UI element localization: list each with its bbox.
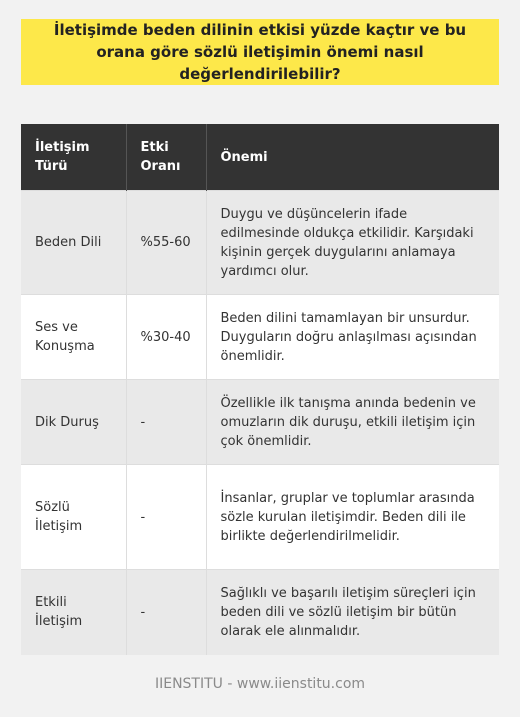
cell-type: Etkili İletişim [21,570,126,655]
question-banner [21,19,499,85]
table-row [21,295,499,380]
cell-type: Dik Duruş [21,380,126,465]
cell-type: Ses ve Konuşma [21,295,126,380]
footer-credit: IIENSTITU - www.iienstitu.com [154,676,366,692]
cell-type: Sözlü İletişim [21,465,126,570]
header-importance: Önemi [206,124,499,191]
banner-title: İletişimde beden dilinin etkisi yüzde kaçtır ve bu orana göre sözlü iletişimin önemi nasıl değerlendirilebilir? [53,21,467,83]
table-row [21,570,499,655]
cell-importance: Özellikle ilk tanışma anında bedenin ve omuzların dik duruşu, etkili iletişim için çok önemlidir. [206,380,499,465]
cell-ratio: %55-60 [126,191,206,295]
cell-ratio: - [126,570,206,655]
header-communication-type: İletişim Türü [21,124,126,191]
cell-type: Beden Dili [21,191,126,295]
table-row [21,380,499,465]
table-header-row [21,124,499,191]
cell-ratio: %30-40 [126,295,206,380]
table-row [21,465,499,570]
cell-ratio: - [126,380,206,465]
cell-importance: İnsanlar, gruplar ve toplumlar arasında sözle kurulan iletişimdir. Beden dili ile birlikte değerlendirilmelidir. [206,465,499,570]
header-effect-ratio: Etki Oranı [126,124,206,191]
cell-ratio: - [126,465,206,570]
communication-table [21,124,499,655]
table-row [21,191,499,295]
cell-importance: Sağlıklı ve başarılı iletişim süreçleri için beden dili ve sözlü iletişim bir bütün olarak ele alınmalıdır. [206,570,499,655]
cell-importance: Beden dilini tamamlayan bir unsurdur. Duyguların doğru anlaşılması açısından önemlidir. [206,295,499,380]
cell-importance: Duygu ve düşüncelerin ifade edilmesinde oldukça etkilidir. Karşıdaki kişinin gerçek duygularını anlamaya yardımcı olur. [206,191,499,295]
